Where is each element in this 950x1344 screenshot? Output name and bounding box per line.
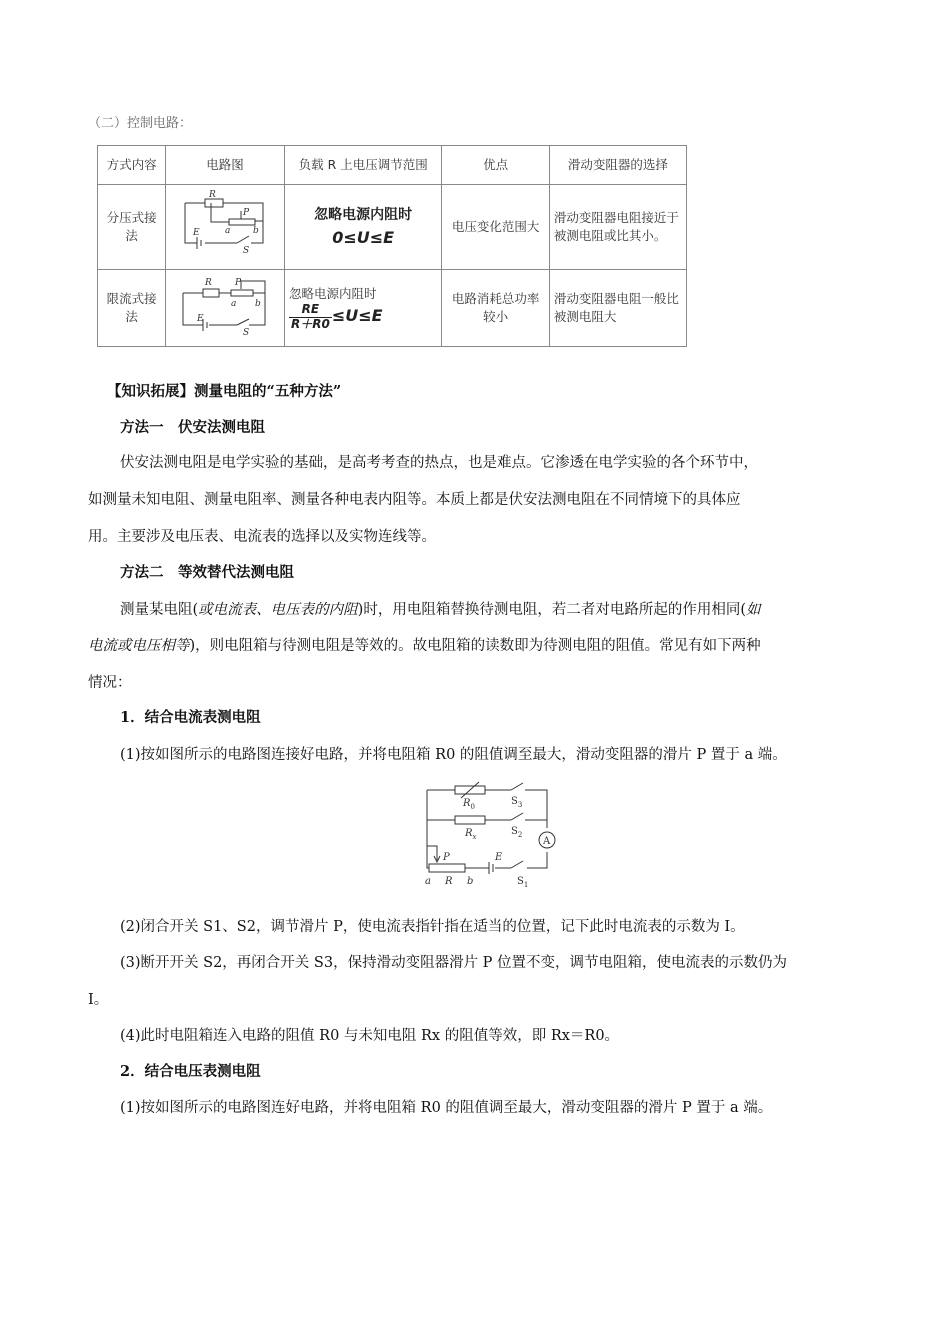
step-line: I。	[88, 992, 109, 1008]
label-A: A	[543, 836, 551, 847]
step-line: (3)断开开关 S2，再闭合开关 S3，保持滑动变阻器滑片 P 位置不变，调节电阻箱，使电流表的示数仍为	[120, 955, 788, 971]
label-E: E	[495, 852, 503, 863]
svg-text:R0	[462, 798, 475, 811]
range-formula: 0≤U≤E	[332, 227, 395, 247]
subscript: 2	[517, 831, 523, 839]
label-R: R	[209, 190, 216, 201]
svg-text:Rx	[464, 828, 477, 841]
advantage-cell: 电压变化范围大	[442, 185, 549, 270]
label-R0: R	[463, 798, 471, 809]
header-advantage: 优点	[442, 146, 549, 185]
text-run: 如	[745, 602, 761, 618]
range-text: 忽略电源内阻时	[314, 207, 413, 224]
method2-paragraph-line	[120, 600, 760, 620]
method1-paragraph-line: 伏安法测电阻是电学实验的基础，是高考考查的热点，也是难点。它渗透在电学实验的各个环节中，	[120, 455, 758, 471]
label-R: R	[445, 876, 453, 887]
ammeter-substitution-circuit-diagram	[415, 776, 575, 892]
header-selection: 滑动变阻器的选择	[549, 146, 686, 185]
label-a: a	[425, 876, 431, 887]
method1-paragraph-line: 如测量未知电阻、测量电阻率、测量各种电表内阻等。本质上都是伏安法测电阻在不同情境下的具体应	[88, 492, 741, 508]
selection-cell: 滑动变阻器电阻一般比被测电阻大	[549, 270, 686, 347]
subscript: 3	[517, 801, 523, 809]
table-header-row	[98, 146, 687, 185]
text-run: )，则电阻箱与待测电阻是等效的。故电阻箱的读数即为待测电阻的阻值。常见有如下两种	[189, 638, 761, 654]
header-method: 方式内容	[98, 146, 166, 185]
method-cell: 分压式接法	[98, 185, 166, 270]
advantage-cell: 电路消耗总功率较小	[442, 270, 549, 347]
label-S1: S	[517, 876, 524, 887]
text-run: 电流或电压相等	[88, 638, 190, 654]
label-a: a	[225, 226, 231, 237]
method-cell: 限流式接法	[98, 270, 166, 347]
label-P: P	[443, 852, 450, 863]
step-line: (2)闭合开关 S1、S2，调节滑片 P，使电流表指针指在适当的位置，记下此时电流表的示数为 I。	[120, 919, 745, 935]
header-range: 负载 R 上电压调节范围	[284, 146, 441, 185]
step-line: (1)按如图所示的电路图连好电路，并将电阻箱 R0 的阻值调至最大，滑动变阻器的滑片 P 置于 a 端。	[120, 1100, 773, 1116]
limiter-circuit-cell	[166, 270, 285, 347]
section-caption: （二）控制电路：	[88, 116, 193, 131]
label-a: a	[231, 299, 237, 310]
control-circuit-table	[97, 145, 687, 347]
svg-text:S1	[517, 876, 528, 889]
svg-text:S2	[511, 826, 522, 839]
label-S: S	[243, 328, 250, 338]
subscript: x	[472, 833, 477, 841]
label-S2: S	[511, 826, 518, 837]
subscript: 0	[470, 803, 475, 811]
label-S: S	[243, 246, 250, 257]
method2-paragraph-line	[88, 636, 761, 656]
range-fraction	[289, 303, 332, 330]
text-run: 测量某电阻(	[120, 602, 199, 618]
label-P: P	[243, 208, 250, 219]
selection-cell: 滑动变阻器电阻接近于被测电阻或比其小。	[549, 185, 686, 270]
fraction-denominator: R＋R0	[290, 316, 330, 331]
divider-circuit-cell	[166, 185, 285, 270]
label-E: E	[197, 314, 204, 325]
label-P: P	[235, 278, 242, 289]
range-formula	[289, 303, 437, 330]
label-R: R	[205, 278, 212, 289]
fraction-numerator: RE	[289, 303, 332, 317]
label-S3: S	[511, 796, 518, 807]
label-b: b	[255, 299, 261, 310]
current-limiter-circuit-diagram	[175, 273, 275, 337]
method2-title: 方法二 等效替代法测电阻	[120, 564, 294, 581]
header-diagram: 电路图	[166, 146, 285, 185]
label-Rx: R	[465, 828, 473, 839]
voltage-divider-circuit-diagram	[175, 189, 275, 259]
table-row	[98, 270, 687, 347]
method1-paragraph-line: 用。主要涉及电压表、电流表的选择以及实物连线等。	[88, 529, 436, 545]
sub1-title: 1．结合电流表测电阻	[120, 709, 261, 726]
range-text: 忽略电源内阻时	[288, 286, 377, 302]
method2-paragraph-line: 情况：	[88, 675, 132, 691]
range-cell	[284, 185, 441, 270]
step-line: (1)按如图所示的电路图连接好电路，并将电阻箱 R0 的阻值调至最大，滑动变阻器的滑片 P 置于 a 端。	[120, 747, 787, 763]
method1-title: 方法一 伏安法测电阻	[120, 419, 265, 436]
step-line: (4)此时电阻箱连入电路的阻值 R0 与未知电阻 Rx 的阻值等效，即 Rx＝R0。	[120, 1028, 620, 1044]
svg-text:S3	[511, 796, 522, 809]
sub2-title: 2．结合电压表测电阻	[120, 1063, 261, 1080]
label-b: b	[253, 226, 259, 237]
label-E: E	[193, 228, 200, 239]
subscript: 1	[523, 881, 529, 889]
range-cell	[284, 270, 441, 347]
label-b: b	[467, 876, 474, 887]
text-run: )时，用电阻箱替换待测电阻，若二者对电路所起的作用相同(	[357, 602, 746, 618]
table-row	[98, 185, 687, 270]
text-run: 或电流表、电压表的内阻	[198, 602, 358, 618]
knowledge-heading: 【知识拓展】测量电阻的“五种方法”	[107, 383, 342, 400]
range-tail: ≤U≤E	[331, 306, 383, 326]
